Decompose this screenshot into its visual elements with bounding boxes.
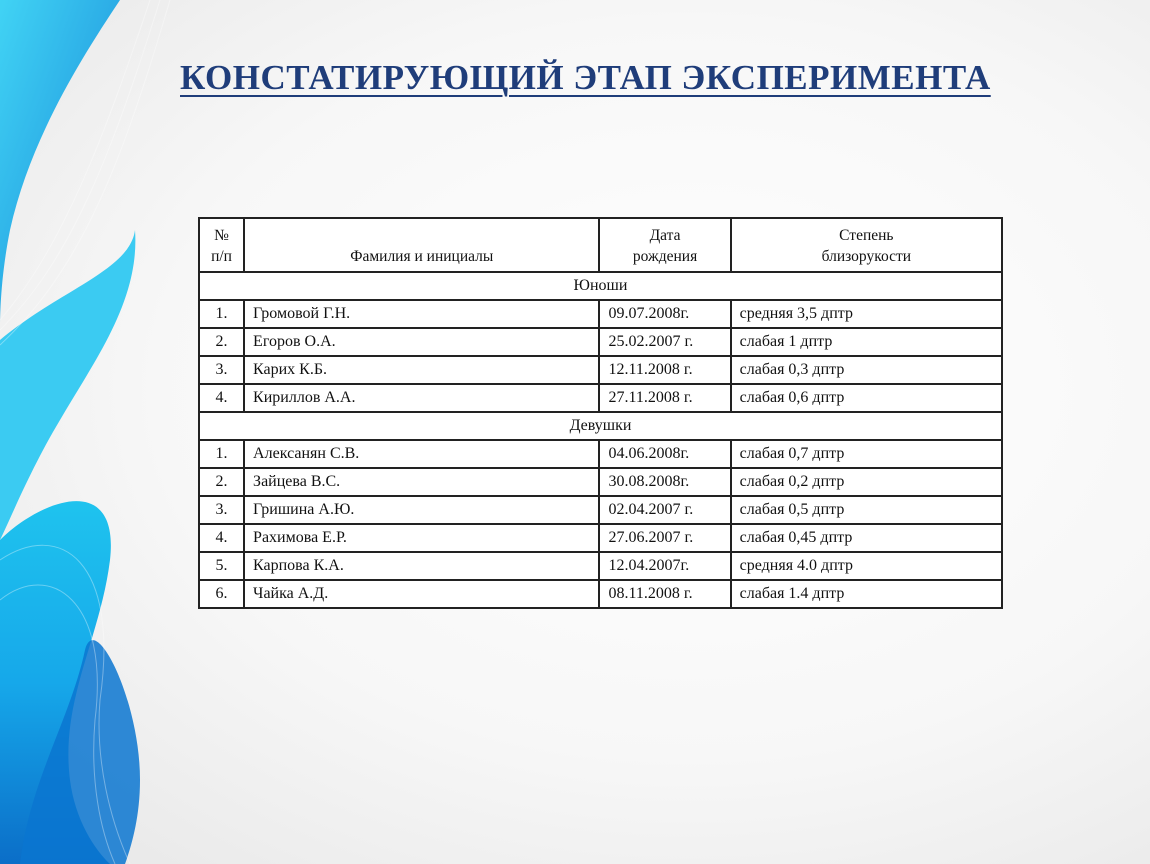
cell-birth-date: 12.04.2007г. bbox=[599, 552, 730, 580]
cell-myopia-degree: слабая 0,7 дптр bbox=[731, 440, 1002, 468]
header-degree-line2: близорукости bbox=[821, 248, 912, 265]
table-row bbox=[199, 356, 1002, 384]
table-row bbox=[199, 496, 1002, 524]
table-row bbox=[199, 468, 1002, 496]
table-row bbox=[199, 580, 1002, 608]
cell-name: Кириллов А.А. bbox=[244, 384, 599, 412]
cell-number: 3. bbox=[199, 496, 244, 524]
table-row bbox=[199, 552, 1002, 580]
cell-myopia-degree: слабая 0,2 дптр bbox=[731, 468, 1002, 496]
cell-myopia-degree: средняя 4.0 дптр bbox=[731, 552, 1002, 580]
group-row-girls bbox=[199, 412, 1002, 440]
cell-birth-date: 09.07.2008г. bbox=[599, 300, 730, 328]
table-header-row bbox=[199, 218, 1002, 272]
cell-birth-date: 30.08.2008г. bbox=[599, 468, 730, 496]
table-row bbox=[199, 300, 1002, 328]
header-birth-date bbox=[599, 218, 730, 272]
cell-myopia-degree: слабая 0,3 дптр bbox=[731, 356, 1002, 384]
cell-name: Карпова К.А. bbox=[244, 552, 599, 580]
cell-birth-date: 04.06.2008г. bbox=[599, 440, 730, 468]
cell-number: 4. bbox=[199, 524, 244, 552]
table-row bbox=[199, 524, 1002, 552]
cell-name: Рахимова Е.Р. bbox=[244, 524, 599, 552]
cell-number: 2. bbox=[199, 468, 244, 496]
header-number-line2: п/п bbox=[211, 248, 232, 265]
group-label: Юноши bbox=[199, 272, 1002, 300]
cell-myopia-degree: средняя 3,5 дптр bbox=[731, 300, 1002, 328]
cell-myopia-degree: слабая 0,45 дптр bbox=[731, 524, 1002, 552]
cell-myopia-degree: слабая 0,6 дптр bbox=[731, 384, 1002, 412]
cell-number: 5. bbox=[199, 552, 244, 580]
cell-myopia-degree: слабая 1 дптр bbox=[731, 328, 1002, 356]
slide-title: КОНСТАТИРУЮЩИЙ ЭТАП ЭКСПЕРИМЕНТА bbox=[180, 58, 991, 97]
decorative-wave-graphic bbox=[0, 0, 200, 864]
cell-myopia-degree: слабая 0,5 дптр bbox=[731, 496, 1002, 524]
header-date-line1: Дата bbox=[649, 227, 681, 244]
group-label: Девушки bbox=[199, 412, 1002, 440]
header-name: Фамилия и инициалы bbox=[244, 218, 599, 272]
header-myopia-degree bbox=[731, 218, 1002, 272]
cell-birth-date: 25.02.2007 г. bbox=[599, 328, 730, 356]
cell-name: Гришина А.Ю. bbox=[244, 496, 599, 524]
cell-number: 4. bbox=[199, 384, 244, 412]
header-degree-line1: Степень bbox=[839, 227, 894, 244]
cell-name: Зайцева В.С. bbox=[244, 468, 599, 496]
cell-name: Егоров О.А. bbox=[244, 328, 599, 356]
cell-name: Чайка А.Д. bbox=[244, 580, 599, 608]
header-date-line2: рождения bbox=[632, 248, 698, 265]
header-number bbox=[199, 218, 244, 272]
cell-number: 3. bbox=[199, 356, 244, 384]
cell-number: 1. bbox=[199, 440, 244, 468]
cell-birth-date: 02.04.2007 г. bbox=[599, 496, 730, 524]
students-myopia-table bbox=[198, 217, 1003, 609]
cell-name: Громовой Г.Н. bbox=[244, 300, 599, 328]
cell-name: Алексанян С.В. bbox=[244, 440, 599, 468]
cell-name: Карих К.Б. bbox=[244, 356, 599, 384]
table-row bbox=[199, 384, 1002, 412]
cell-number: 1. bbox=[199, 300, 244, 328]
cell-birth-date: 08.11.2008 г. bbox=[599, 580, 730, 608]
table-row bbox=[199, 328, 1002, 356]
cell-birth-date: 27.11.2008 г. bbox=[599, 384, 730, 412]
header-number-line1: № bbox=[214, 227, 229, 244]
cell-myopia-degree: слабая 1.4 дптр bbox=[731, 580, 1002, 608]
group-row-boys bbox=[199, 272, 1002, 300]
cell-number: 2. bbox=[199, 328, 244, 356]
cell-birth-date: 12.11.2008 г. bbox=[599, 356, 730, 384]
cell-birth-date: 27.06.2007 г. bbox=[599, 524, 730, 552]
table-row bbox=[199, 440, 1002, 468]
cell-number: 6. bbox=[199, 580, 244, 608]
